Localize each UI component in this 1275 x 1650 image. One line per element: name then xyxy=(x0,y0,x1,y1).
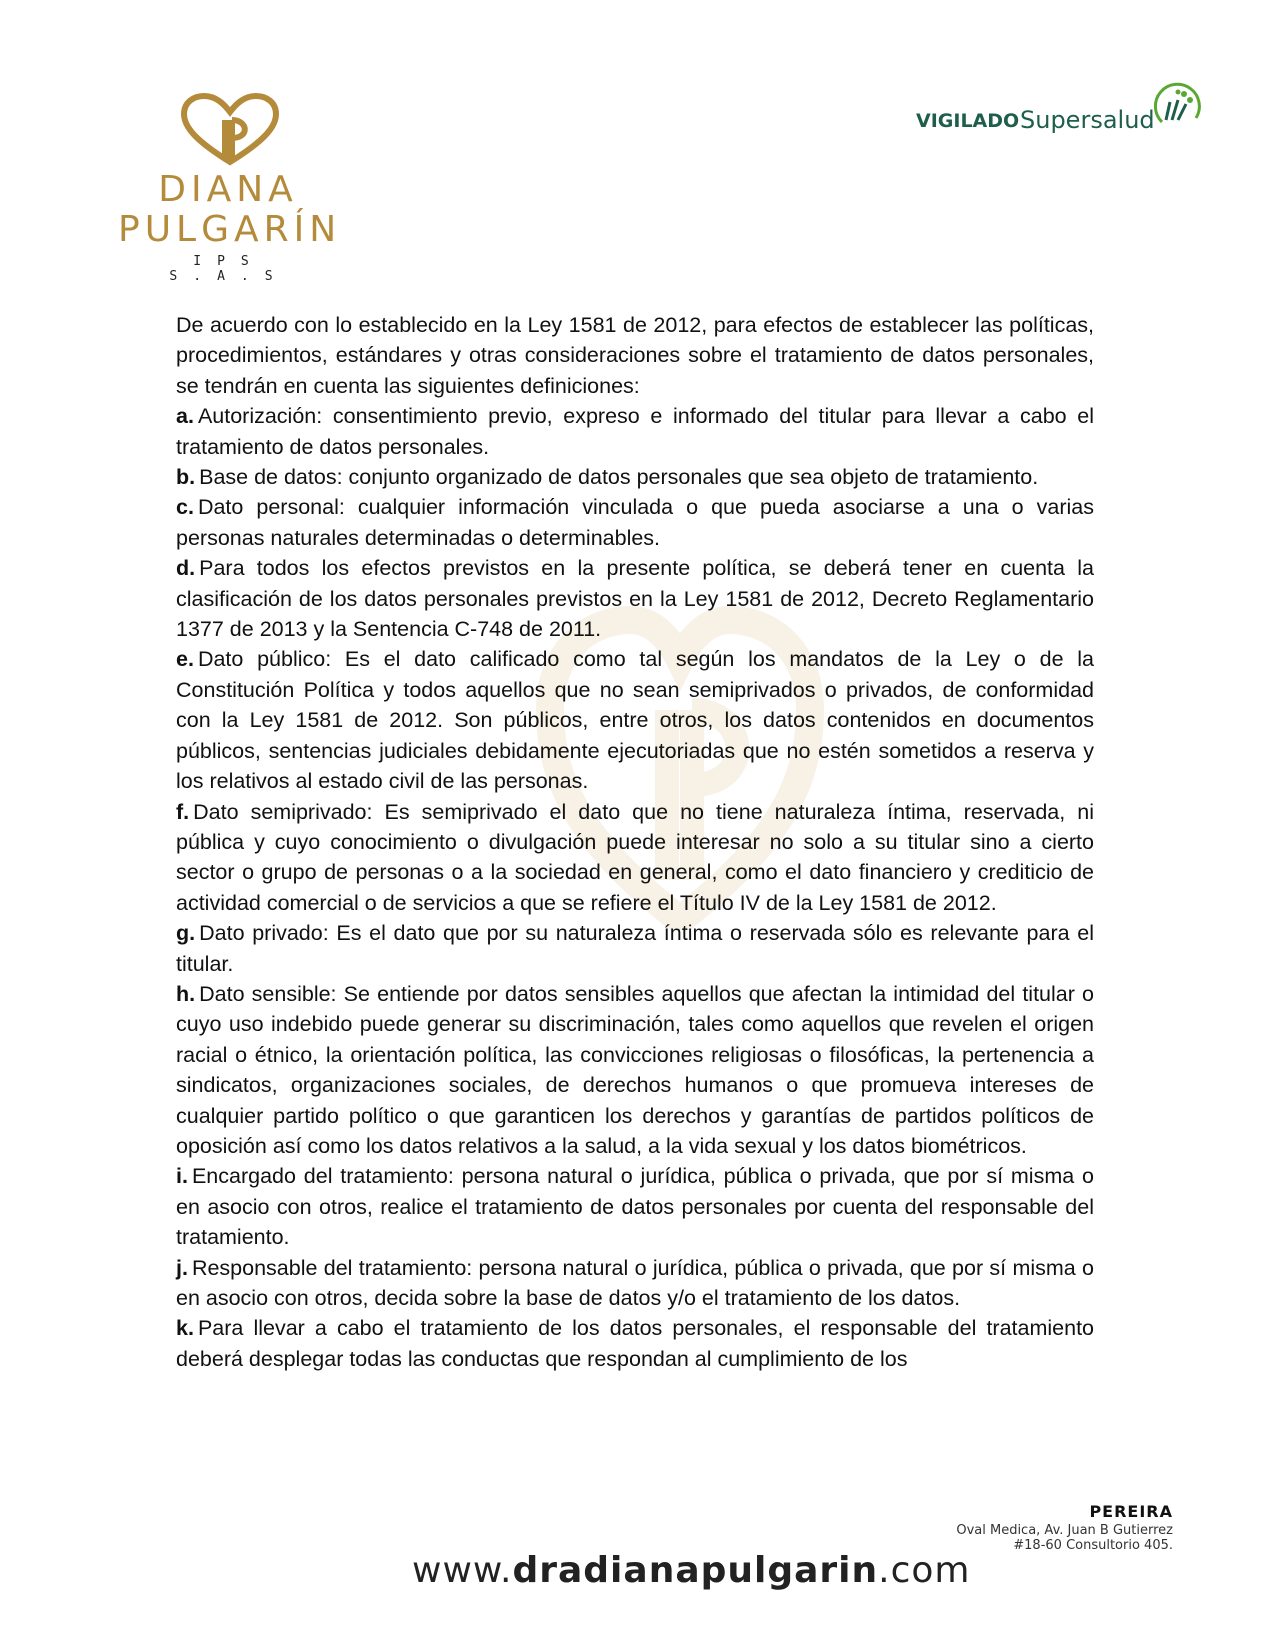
vigilado-supersalud-badge xyxy=(916,80,1206,134)
definition-label: f. xyxy=(176,799,190,824)
definition-text: Dato público: Es el dato calificado como tal según los mandatos de la Ley o de la Constitución Política y todos aquellos que no sean semiprivados o privados, de conformidad con la Ley 1581 de 2012. Son públicos, entre otros, los datos contenidos en documentos públicos, sentencias judiciales debidamente ejecutoriadas que no estén sometidos a reserva y los relativos al estado civil de las personas. xyxy=(176,647,1094,794)
definition-text: Dato privado: Es el dato que por su naturaleza íntima o reservada sólo es relevante para el titular. xyxy=(176,921,1094,976)
logo-name-line2: PULGARÍN xyxy=(118,209,342,250)
supersalud-label: Supersalud xyxy=(1020,106,1155,134)
definition-text: Dato sensible: Se entiende por datos sensibles aquellos que afectan la intimidad del titular o cuyo uso indebido puede generar su discriminación, tales como aquellos que revelen el origen racial o étnico, la orientación política, las convicciones religiosas o filosóficas, la pertenencia a sindicatos, organizaciones sociales, de derechos humanos o que promueva intereses de cualquier partido político o que garanticen los derechos y garantías de partidos políticos de oposición así como los datos relativos a la salud, a la vida sexual y los datos biométricos. xyxy=(176,981,1094,1158)
definition-i xyxy=(176,1161,1094,1252)
definition-label: b. xyxy=(176,465,196,490)
logo-name-line1: DIANA xyxy=(158,169,298,210)
site-prefix: www. xyxy=(412,1550,513,1591)
definition-label: j. xyxy=(176,1255,188,1280)
definition-c xyxy=(176,492,1094,553)
definition-label: d. xyxy=(176,556,196,581)
supersalud-icon xyxy=(1152,80,1204,132)
definition-text: Autorización: consentimiento previo, expreso e informado del titular para llevar a cabo el tratamiento de datos personales. xyxy=(176,404,1094,459)
definition-label: a. xyxy=(176,404,194,429)
definition-text: Dato semiprivado: Es semiprivado el dato que no tiene naturaleza íntima, reservada, ni pública y cuyo conocimiento o divulgación puede interesar no solo a su titular sino a cierto sector o grupo de personas o a la sociedad en general, como el dato financiero y crediticio de actividad comercial o de servicios a que se refiere el Título IV de la Ley 1581 de 2012. xyxy=(176,799,1094,915)
definition-e xyxy=(176,644,1094,796)
footer-address-line2: #18-60 Consultorio 405. xyxy=(1013,1538,1173,1553)
logo-subtitle: IPS S.A.S xyxy=(169,254,289,284)
definition-f xyxy=(176,797,1094,919)
footer-address xyxy=(956,1501,1173,1553)
definition-text: Base de datos: conjunto organizado de datos personales que sea objeto de tratamiento. xyxy=(199,465,1039,490)
definition-label: i. xyxy=(176,1164,188,1189)
definition-b xyxy=(176,462,1094,492)
definition-label: e. xyxy=(176,647,194,672)
heart-logo-icon xyxy=(178,92,282,166)
definition-g xyxy=(176,918,1094,979)
definition-h xyxy=(176,979,1094,1161)
site-suffix: .com xyxy=(878,1550,971,1591)
definition-text: Para llevar a cabo el tratamiento de los datos personales, el responsable del tratamiento deberá desplegar todas las conductas que respondan al cumplimiento de los xyxy=(176,1316,1094,1371)
company-logo xyxy=(118,92,342,284)
document-body xyxy=(176,310,1094,1374)
footer-website[interactable] xyxy=(412,1550,970,1591)
site-name: dradianapulgarin xyxy=(512,1550,879,1591)
definition-d xyxy=(176,553,1094,644)
definition-j xyxy=(176,1253,1094,1314)
definition-text: Encargado del tratamiento: persona natural o jurídica, pública o privada, que por sí misma o en asocio con otros, realice el tratamiento de datos personales por cuenta del responsable del tratamiento. xyxy=(176,1164,1094,1250)
definition-label: c. xyxy=(176,495,194,520)
footer-address-line1: Oval Medica, Av. Juan B Gutierrez xyxy=(956,1523,1173,1538)
definition-k xyxy=(176,1313,1094,1374)
footer-city: PEREIRA xyxy=(1089,1502,1173,1521)
vigilado-label: VIGILADO xyxy=(916,110,1020,132)
intro-paragraph: De acuerdo con lo establecido en la Ley 1581 de 2012, para efectos de establecer las políticas, procedimientos, estándares y otras consideraciones sobre el tratamiento de datos personales, se tendrán en cuenta las siguientes definiciones: xyxy=(176,313,1094,398)
definition-text: Para todos los efectos previstos en la presente política, se deberá tener en cuenta la clasificación de los datos personales previstos en la Ley 1581 de 2012, Decreto Reglamentario 1377 de 2013 y la Sentencia C-748 de 2011. xyxy=(176,556,1094,642)
definition-label: g. xyxy=(176,921,196,946)
definition-label: h. xyxy=(176,981,196,1006)
definition-text: Responsable del tratamiento: persona natural o jurídica, pública o privada, que por sí misma o en asocio con otros, decida sobre la base de datos y/o el tratamiento de los datos. xyxy=(176,1255,1094,1310)
definition-label: k. xyxy=(176,1316,194,1341)
definition-text: Dato personal: cualquier información vinculada o que pueda asociarse a una o varias personas naturales determinadas o determinables. xyxy=(176,495,1094,550)
definition-a xyxy=(176,401,1094,462)
